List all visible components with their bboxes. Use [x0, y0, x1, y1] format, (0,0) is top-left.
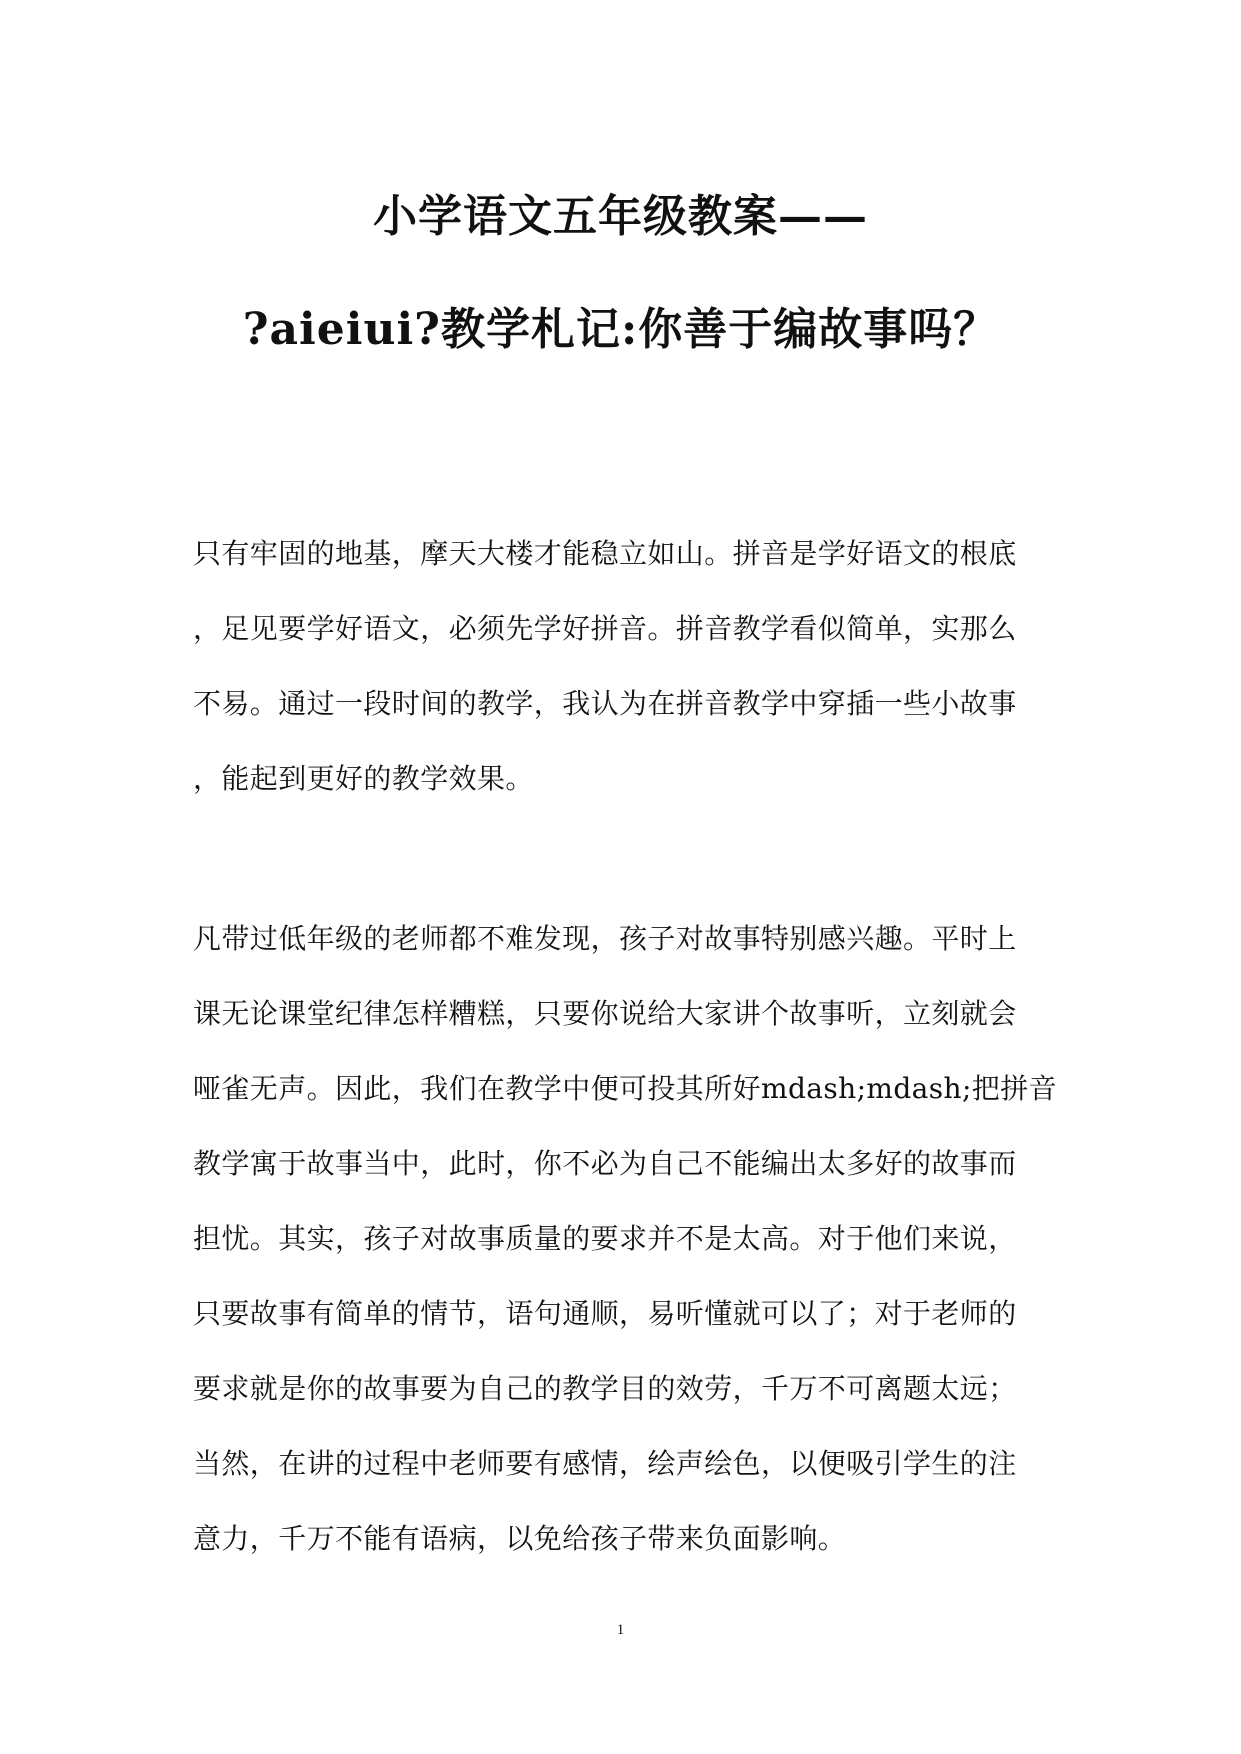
paragraph-line: 课无论课堂纪律怎样糟糕，只要你说给大家讲个故事听，立刻就会 [193, 997, 1017, 1030]
paragraph-line: ，足见要学好语文，必须先学好拼音。拼音教学看似简单，实那么 [193, 612, 1017, 645]
paragraph-line: 哑雀无声。因此，我们在教学中便可投其所好mdash;mdash;把拼音 [193, 1072, 1058, 1105]
paragraph-line: 只要故事有简单的情节，语句通顺，易听懂就可以了；对于老师的 [193, 1297, 1017, 1330]
page-number: 1 [616, 1622, 625, 1638]
paragraph-line: 教学寓于故事当中，此时，你不必为自己不能编出太多好的故事而 [193, 1147, 1017, 1180]
document-title-line-2: ?aieiui?教学札记:你善于编故事吗？ [242, 304, 999, 356]
paragraph-line: 不易。通过一段时间的教学，我认为在拼音教学中穿插一些小故事 [193, 687, 1017, 720]
paragraph-line: 凡带过低年级的老师都不难发现，孩子对故事特别感兴趣。平时上 [193, 922, 1017, 955]
paragraph-line: 只有牢固的地基，摩天大楼才能稳立如山。拼音是学好语文的根底 [193, 537, 1017, 570]
paragraph-body [193, 901, 1058, 1576]
paragraph-line: 要求就是你的故事要为自己的教学目的效劳，千万不可离题太远； [193, 1372, 1017, 1405]
paragraph-line: ，能起到更好的教学效果。 [193, 762, 534, 795]
document-title-line-1: 小学语文五年级教案—— [373, 191, 868, 243]
paragraph-line: 当然，在讲的过程中老师要有感情，绘声绘色，以便吸引学生的注 [193, 1447, 1017, 1480]
paragraph-line: 意力，千万不能有语病，以免给孩子带来负面影响。 [193, 1522, 847, 1555]
paragraph-intro [193, 516, 1055, 816]
paragraph-line: 担忧。其实，孩子对故事质量的要求并不是太高。对于他们来说， [193, 1222, 1017, 1255]
